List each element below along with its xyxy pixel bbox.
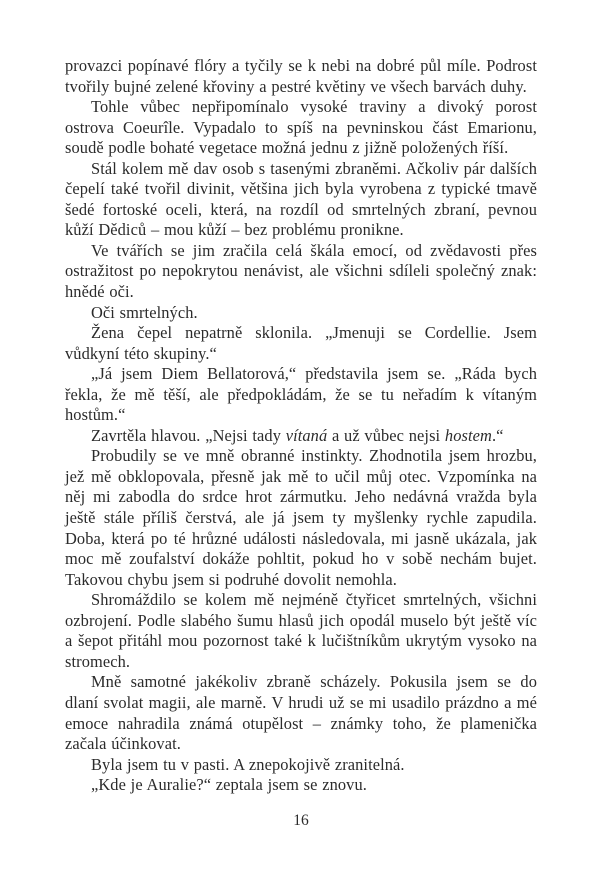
italic-text-run: vítaná [285,425,328,445]
text-run: Ve tvářích se jim zračila celá škála emocí, od zvědavosti přes ostražitost po nepokrytou nenávist, ale všichni sdíleli společný znak: hnědé oči. [65,240,537,302]
text-run: „Kde je Auralie?“ zeptala jsem se znovu. [91,775,367,795]
paragraph [65,672,537,754]
paragraph [65,426,537,447]
paragraph [65,446,537,590]
text-block [65,56,537,796]
text-run: Zavrtěla hlavou. „Nejsi tady [91,425,286,445]
paragraph [65,590,537,672]
text-run: Shromáždilo se kolem mě nejméně čtyřicet smrtelných, všichni ozbrojení. Podle slabého šumu hlasů jich opodál muselo být ještě víc a šepot přitáhl mou pozornost také k lučištníkům ukrytým vysoko na stromech. [65,590,537,671]
paragraph [65,56,537,97]
italic-text-run: hostem [444,425,492,445]
paragraph [65,323,537,364]
text-run: „Já jsem Diem Bellatorová,“ představila jsem se. „Ráda bych řekla, že mě těší, ale předpokládám, že se tu neřadím k vítaným hostům.“ [65,364,537,425]
text-run: Tohle vůbec nepřipomínalo vysoké traviny a divoký porost ostrova Coeurîle. Vypadalo to spíš na pevninskou část Emarionu, soudě podle bohaté vegetace možná jednu z jižně položených říší. [65,97,537,158]
paragraph [65,97,537,159]
text-run: a už vůbec nejsi [327,425,445,445]
paragraph [65,303,537,324]
paragraph [65,364,537,426]
text-run: .“ [491,425,504,445]
page-number: 16 [293,812,309,829]
text-run: Žena čepel nepatrně sklonila. „Jmenuji se Cordellie. Jsem vůdkyní této skupiny.“ [65,323,537,363]
text-run: Stál kolem mě dav osob s tasenými zbraněmi. Ačkoliv pár dalších čepelí také tvořil divinit, většina jich byla vyrobena z typické tmavě šedé fortoské oceli, která, na rozdíl od smrtelných zbraní, pevnou kůží Dědiců – mou kůží – bez problému pronikne. [65,158,537,240]
paragraph [65,241,537,303]
text-run: Oči smrtelných. [91,302,198,322]
paragraph [65,775,537,796]
text-run: Mně samotné jakékoliv zbraně scházely. Pokusila jsem se do dlaní svolat magii, ale marně. V hrudi už se mi usadilo prázdno a mé emoce nahradila známá otupělost – známky toho, že plamenička začala účinkovat. [65,672,537,754]
text-run: Probudily se ve mně obranné instinkty. Zhodnotila jsem hrozbu, jež mě obklopovala, přesně jak mě to učil můj otec. Vzpomínka na něj mi zabodla do srdce hrot zármutku. Jeho nedávná vražda byla ještě stále příliš čerstvá, ale já jsem ty myšlenky rychle zapudila. Doba, která po té hrůzné události následovala, mi jasně ukázala, jak moc mě zoufalství dokáže pohltit, pokud ho v sobě nechám bujet. Takovou chybu jsem si podruhé dovolit nemohla. [65,446,537,589]
text-run: Byla jsem tu v pasti. A znepokojivě zranitelná. [91,754,405,774]
paragraph [65,755,537,776]
paragraph [65,159,537,241]
text-run: provazci popínavé flóry a tyčily se k nebi na dobré půl míle. Podrost tvořily bujné zelené křoviny a pestré květiny ve všech barvách duhy. [65,56,537,96]
